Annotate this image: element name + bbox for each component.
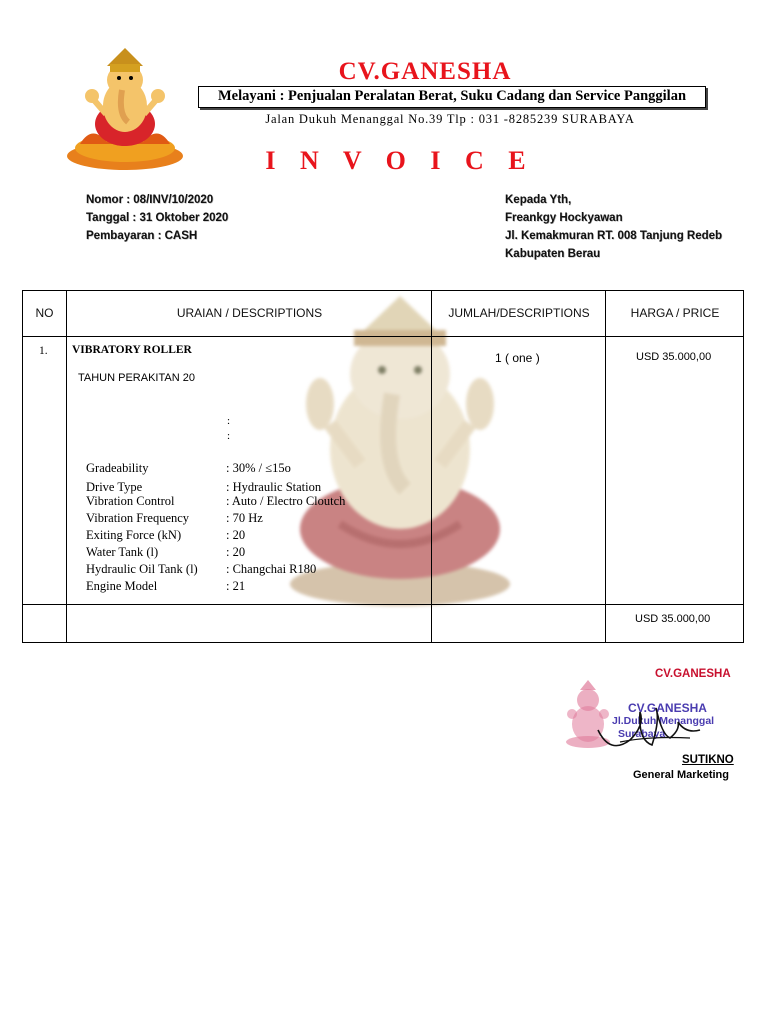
company-address: Jalan Dukuh Menanggal No.39 Tlp : 031 -8285239 SURABAYA bbox=[265, 112, 635, 126]
spec-label: Gradeability bbox=[86, 461, 149, 475]
stamp-address: Jl.Dukuh Menanggal bbox=[612, 715, 715, 727]
company-logo bbox=[62, 44, 188, 172]
blank-colon-1: : bbox=[227, 415, 231, 427]
spec-label: Water Tank (l) bbox=[86, 545, 159, 559]
spec-value: : 30% / ≤15o bbox=[226, 461, 291, 475]
spec-value: : Changchai R180 bbox=[226, 562, 317, 576]
header-price: HARGA / PRICE bbox=[630, 306, 720, 320]
signer-title: General Marketing bbox=[633, 769, 729, 781]
stamp-city: Surabaya bbox=[618, 728, 666, 740]
total-price: USD 35.000,00 bbox=[635, 613, 711, 625]
header-description: URAIAN / DESCRIPTIONS bbox=[176, 306, 323, 320]
item-price: USD 35.000,00 bbox=[636, 351, 712, 363]
blank-colon-2: : bbox=[227, 430, 231, 442]
signer-name: SUTIKNO bbox=[682, 754, 734, 766]
recipient-greeting: Kepada Yth, bbox=[505, 194, 572, 206]
spec-label: Vibration Frequency bbox=[86, 511, 190, 525]
spec-label: Vibration Control bbox=[86, 494, 175, 508]
spec-label: Exiting Force (kN) bbox=[86, 528, 182, 542]
item-name: VIBRATORY ROLLER bbox=[72, 344, 192, 356]
spec-label: Engine Model bbox=[86, 579, 158, 593]
spec-value: : Auto / Electro Cloutch bbox=[226, 494, 346, 508]
handwritten-signature bbox=[590, 700, 710, 760]
header-quantity: JUMLAH/DESCRIPTIONS bbox=[448, 306, 590, 320]
spec-value: : Hydraulic Station bbox=[226, 480, 322, 494]
payment-method: Pembayaran : CASH bbox=[86, 230, 198, 242]
spec-label: Drive Type bbox=[86, 480, 143, 494]
recipient-name: Freankgy Hockyawan bbox=[505, 212, 623, 224]
stamp-company-name: CV.GANESHA bbox=[628, 701, 707, 715]
row-number: 1. bbox=[39, 345, 48, 357]
company-name: CV.GANESHA bbox=[338, 58, 512, 85]
spec-value: : 70 Hz bbox=[226, 511, 263, 525]
header-no: NO bbox=[35, 306, 54, 320]
invoice-number: Nomor : 08/INV/10/2020 bbox=[86, 194, 214, 206]
spec-label: Hydraulic Oil Tank (l) bbox=[86, 562, 198, 576]
recipient-address-line1: Jl. Kemakmuran RT. 008 Tanjung Redeb bbox=[505, 230, 723, 242]
spec-value: : 21 bbox=[226, 579, 246, 593]
recipient-address-line2: Kabupaten Berau bbox=[505, 248, 601, 260]
spec-value: : 20 bbox=[226, 528, 246, 542]
invoice-title: I N V O I C E bbox=[265, 146, 535, 175]
item-year: TAHUN PERAKITAN 20 bbox=[78, 372, 195, 384]
recipient-block bbox=[505, 191, 722, 263]
item-quantity: 1 ( one ) bbox=[495, 351, 540, 365]
signature-company: CV.GANESHA bbox=[655, 668, 731, 680]
invoice-meta bbox=[86, 191, 228, 245]
company-tagline: Melayani : Penjualan Peralatan Berat, Suku Cadang dan Service Panggilan bbox=[198, 86, 706, 108]
spec-value: : 20 bbox=[226, 545, 246, 559]
invoice-date: Tanggal : 31 Oktober 2020 bbox=[86, 212, 229, 224]
